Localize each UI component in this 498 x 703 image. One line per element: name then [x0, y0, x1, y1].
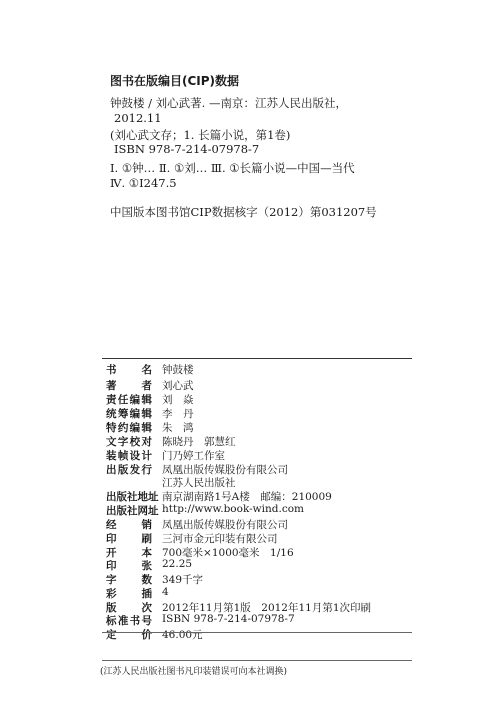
colophon-label: 责 任 编 辑 — [106, 394, 152, 406]
colophon-value: http://www.book-wind.com — [162, 503, 305, 515]
colophon-value: 349千字 — [162, 574, 204, 586]
colophon-label: 统 筹 编 辑 — [106, 408, 152, 420]
colophon-label: 印 张 — [106, 560, 152, 572]
colophon-label: 出 版 发 行 — [106, 464, 152, 476]
colophon-value: 陈晓丹 郭慧红 — [162, 436, 236, 448]
colophon-value: 46.00元 — [162, 629, 203, 641]
colophon-bottom-rule — [102, 632, 412, 633]
footer-note: (江苏人民出版社图书凡印装错误可向本社调换) — [100, 667, 288, 677]
colophon-label: 文 字 校 对 — [106, 436, 152, 448]
colophon-value: 门乃婷工作室 — [162, 450, 225, 462]
colophon-value: 南京湖南路1号A楼 邮编：210009 — [162, 491, 332, 503]
colophon-label: 开 本 — [106, 547, 152, 559]
colophon-label: 出 版 社 地 址 — [106, 491, 159, 503]
colophon-value: 2012年11月第1版 2012年11月第1次印刷 — [162, 602, 372, 614]
colophon-value: 4 — [162, 586, 169, 598]
colophon-value: 凤凰出版传媒股份有限公司 — [162, 519, 288, 531]
cip-line-7: 中国版本图书馆CIP数据核字（2012）第031207号 — [110, 205, 377, 219]
colophon-label: 彩 插 — [106, 588, 152, 600]
colophon-value: 700毫米×1000毫米 1/16 — [162, 547, 294, 559]
colophon-value: 朱 鸿 — [162, 422, 194, 434]
colophon-label: 标 准 书 号 — [106, 615, 152, 627]
colophon-value: 凤凰出版传媒股份有限公司 — [162, 464, 288, 476]
colophon-value: 刘 焱 — [162, 394, 194, 406]
colophon-value: 刘心武 — [162, 380, 194, 392]
cip-line-5: Ⅰ. ①钟… Ⅱ. ①刘… Ⅲ. ①长篇小说—中国—当代 — [110, 161, 355, 175]
cip-line-6: Ⅳ. ①I247.5 — [110, 176, 177, 190]
colophon-label: 版 次 — [106, 602, 152, 614]
footer-rule — [102, 660, 412, 661]
colophon-label: 装 帧 设 计 — [106, 450, 152, 462]
colophon-label: 定 价 — [106, 629, 152, 641]
colophon-label: 书 名 — [106, 364, 152, 376]
colophon-value: 李 丹 — [162, 408, 194, 420]
cip-line-4: ISBN 978-7-214-07978-7 — [114, 142, 260, 156]
cip-line-1: 钟鼓楼 / 刘心武著. —南京：江苏人民出版社， — [110, 96, 347, 110]
cip-line-3: (刘心武文存；1. 长篇小说，第1卷) — [110, 128, 291, 142]
colophon-label: 字 数 — [106, 574, 152, 586]
colophon-label: 印 刷 — [106, 533, 152, 545]
colophon-label: 经 销 — [106, 519, 152, 531]
colophon-value: ISBN 978-7-214-07978-7 — [162, 613, 295, 625]
colophon-value: 三河市金元印装有限公司 — [162, 533, 278, 545]
colophon-value: 22.25 — [162, 558, 193, 570]
colophon-label: 著 者 — [106, 380, 152, 392]
cip-line-2: 2012.11 — [114, 111, 162, 125]
colophon-label: 出 版 社 网 址 — [106, 505, 159, 517]
cip-title: 图书在版编目(CIP)数据 — [110, 74, 240, 88]
colophon-label: 特 约 编 辑 — [106, 422, 152, 434]
colophon-value: 钟鼓楼 — [162, 364, 194, 376]
colophon-top-rule — [102, 358, 412, 359]
colophon-value: 江苏人民出版社 — [162, 477, 236, 489]
